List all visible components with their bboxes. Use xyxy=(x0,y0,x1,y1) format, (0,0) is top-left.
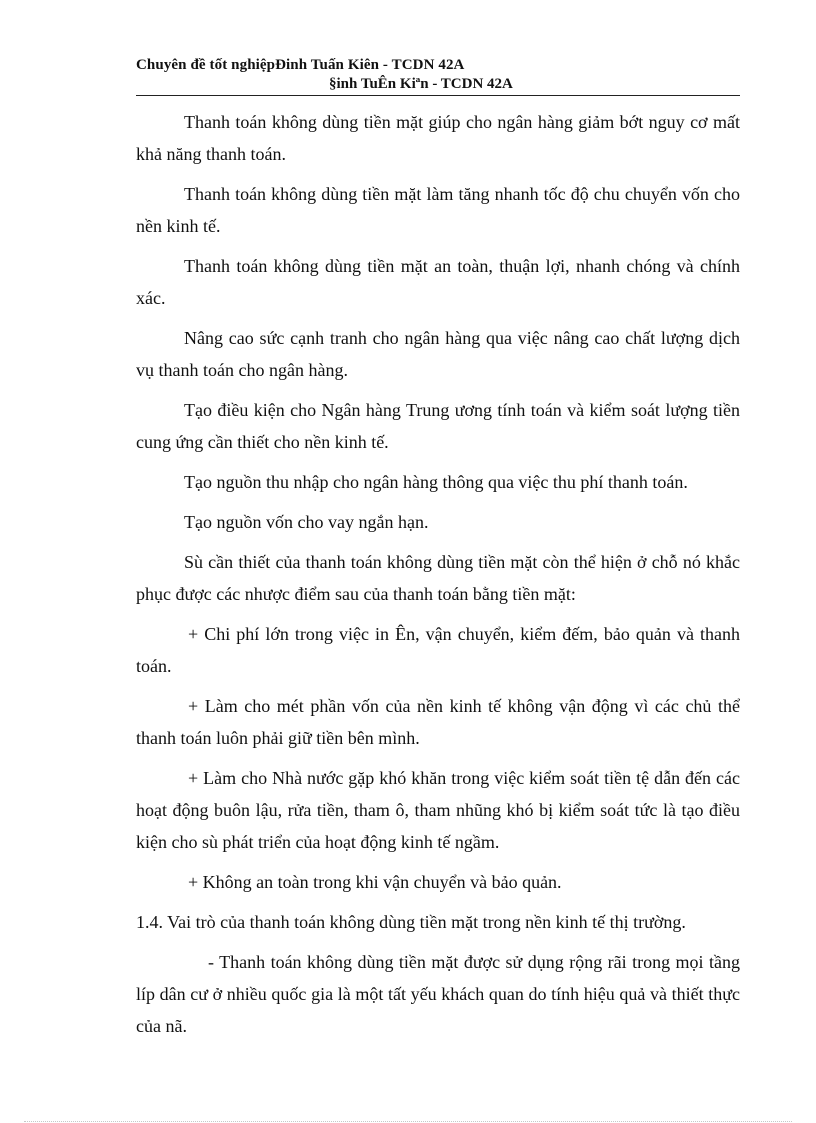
paragraph: Thanh toán không dùng tiền mặt an toàn, thuận lợi, nhanh chóng và chính xác. xyxy=(136,256,740,308)
paragraph: Sù cần thiết của thanh toán không dùng tiền mặt còn thể hiện ở chỗ nó khắc phục được các nhược điểm sau của thanh toán bằng tiền mặt: xyxy=(136,552,740,604)
header-author: §inh TuÊn Kiªn - TCDN 42A xyxy=(329,76,513,92)
page-bottom-divider xyxy=(24,1121,792,1122)
page-header xyxy=(136,57,740,96)
section-heading: 1.4. Vai trò của thanh toán không dùng tiền mặt trong nền kinh tế thị trường. xyxy=(136,912,686,932)
bullet-paragraph: + Không an toàn trong khi vận chuyển và bảo quản. xyxy=(188,872,562,892)
paragraph: Thanh toán không dùng tiền mặt làm tăng nhanh tốc độ chu chuyển vốn cho nền kinh tế. xyxy=(136,184,740,236)
bullet-paragraph: + Chi phí lớn trong việc in Ên, vận chuyển, kiểm đếm, bảo quản và thanh toán. xyxy=(136,624,740,676)
paragraph: Tạo điều kiện cho Ngân hàng Trung ương tính toán và kiểm soát lượng tiền cung ứng cần thiết cho nền kinh tế. xyxy=(136,400,740,452)
paragraph: Thanh toán không dùng tiền mặt giúp cho ngân hàng giảm bớt nguy cơ mất khả năng thanh toán. xyxy=(136,112,740,164)
document-body xyxy=(136,106,740,1050)
paragraph: Tạo nguồn vốn cho vay ngắn hạn. xyxy=(184,512,429,532)
header-title: Chuyên đề tốt nghiệpĐinh Tuấn Kiên - TCDN 42A xyxy=(136,57,465,73)
bullet-paragraph: + Làm cho Nhà nước gặp khó khăn trong việc kiểm soát tiền tệ dẫn đến các hoạt động buôn lậu, rửa tiền, tham ô, tham nhũng khó bị kiểm soát tức là tạo điều kiện cho sù phát triển của hoạt động kinh tế ngầm. xyxy=(136,768,740,852)
bullet-paragraph: + Làm cho mét phần vốn của nền kinh tế không vận động vì các chủ thể thanh toán luôn phải giữ tiền bên mình. xyxy=(136,696,740,748)
paragraph: Tạo nguồn thu nhập cho ngân hàng thông qua việc thu phí thanh toán. xyxy=(184,472,688,492)
paragraph: - Thanh toán không dùng tiền mặt được sử dụng rộng rãi trong mọi tầng líp dân cư ở nhiều quốc gia là một tất yếu khách quan do tính hiệu quả và thiết thực của nã. xyxy=(136,952,740,1036)
paragraph: Nâng cao sức cạnh tranh cho ngân hàng qua việc nâng cao chất lượng dịch vụ thanh toán cho ngân hàng. xyxy=(136,328,740,380)
